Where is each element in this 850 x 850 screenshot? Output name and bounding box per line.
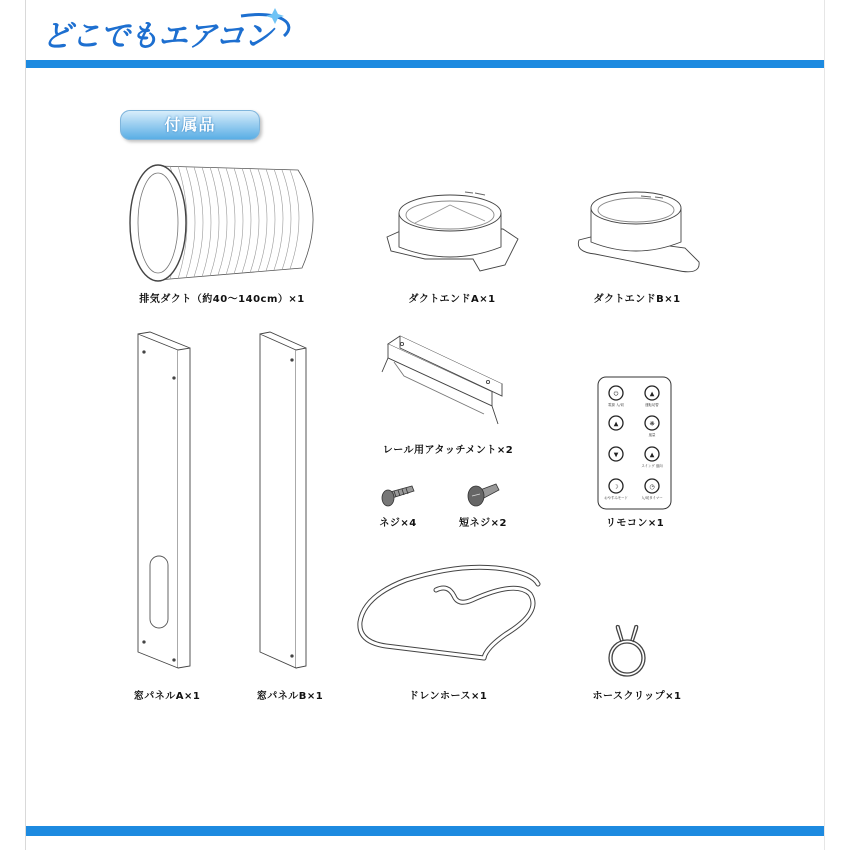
remote-button-icon: ▲ — [613, 420, 619, 428]
duct-end-a-label: ダクトエンドA×1 — [408, 294, 496, 305]
remote-button-label: 入/切タイマー — [641, 496, 663, 500]
drain-hose-label: ドレンホース×1 — [408, 691, 488, 702]
screw-image — [380, 484, 416, 508]
section-heading: 付属品 — [120, 110, 260, 140]
drain-hose-image — [356, 560, 541, 665]
remote-button-icon: ◷ — [649, 483, 655, 491]
screw-label: ネジ×4 — [379, 518, 417, 529]
right-border — [824, 0, 825, 850]
remote-button-label: スイング 風向 — [641, 464, 663, 468]
short-screw-image — [466, 480, 500, 508]
exhaust-duct-label: 排気ダクト（約40～140cm）×1 — [139, 294, 305, 305]
remote-button-icon: ▲ — [649, 390, 655, 398]
short-screw-label: 短ネジ×2 — [459, 518, 507, 529]
window-panel-a-label: 窓パネルA×1 — [133, 691, 201, 702]
left-border — [25, 0, 26, 850]
duct-end-b-label: ダクトエンドB×1 — [593, 294, 681, 305]
remote-button-icon: ⏻ — [613, 390, 619, 398]
window-panel-b-image — [256, 330, 310, 672]
logo-text: どこでもエアコン — [42, 19, 273, 54]
brand-logo — [36, 6, 298, 60]
remote-control-label: リモコン×1 — [605, 518, 665, 529]
remote-button-icon: ▲ — [649, 451, 655, 459]
remote-button-icon: ❋ — [649, 420, 655, 428]
rail-attachment-label: レール用アタッチメント×2 — [382, 445, 514, 456]
duct-end-b-image — [575, 188, 703, 280]
remote-button-label: 運転切替 — [645, 403, 659, 407]
remote-button-label: 電源 入/切 — [608, 403, 624, 407]
remote-button-label: 風量 — [648, 433, 656, 437]
footer-bar — [26, 826, 824, 836]
hose-clip-label: ホースクリップ×1 — [592, 691, 682, 702]
rail-attachment-image — [380, 332, 510, 427]
exhaust-duct-image — [126, 158, 326, 286]
header-bar — [26, 60, 824, 68]
hose-clip-image — [603, 620, 651, 680]
remote-button-icon: ▼ — [613, 451, 619, 459]
window-panel-b-label: 窓パネルB×1 — [256, 691, 324, 702]
remote-control-image — [597, 376, 672, 510]
remote-button-label: おやすみモード — [604, 496, 628, 500]
duct-end-a-image — [385, 185, 520, 277]
window-panel-a-image — [134, 330, 196, 672]
remote-button-icon: ☽ — [613, 483, 619, 491]
